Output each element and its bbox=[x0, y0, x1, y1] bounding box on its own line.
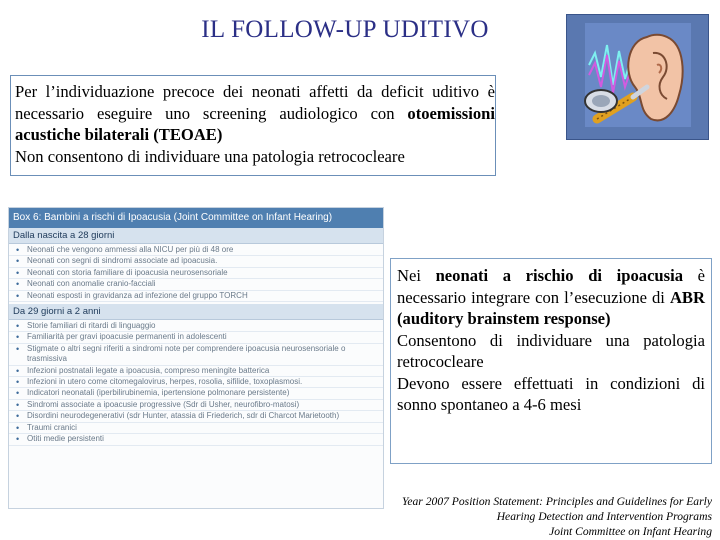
abr-bold-test: ABR (auditory brainstem response) bbox=[397, 287, 705, 328]
list-item: • Disordini neurodegenerativi (sdr Hunter, atassia di Friederich, sdr di Charcot Marietooth) bbox=[9, 411, 383, 422]
list-item: • Otiti medie persistenti bbox=[9, 434, 383, 445]
citation-line: Hearing Detection and Intervention Programs bbox=[496, 510, 712, 523]
risk-factors-table bbox=[8, 207, 384, 509]
list-item: • Stigmate o altri segni riferiti a sindromi note per comprendere ipoacusia neurosensoriale o trasmissiva bbox=[9, 344, 383, 366]
abr-paragraph bbox=[397, 265, 705, 330]
list-item: • Storie familiari di ritardi di linguaggio bbox=[9, 321, 383, 332]
citation-line: Joint Committee on Infant Hearing bbox=[549, 525, 712, 538]
intro-box bbox=[10, 75, 496, 176]
list-item: • Infezioni in utero come citomegalovirus, herpes, rosolia, sifilide, toxoplasmosi. bbox=[9, 377, 383, 388]
table-title: Box 6: Bambini a rischi di Ipoacusia (Joint Committee on Infant Hearing) bbox=[9, 208, 383, 228]
intro-bold-text: otoemissioni acustiche bilaterali (TEOAE) bbox=[15, 103, 495, 144]
abr-text-post: è necessario integrare con l’esecuzione di bbox=[397, 266, 706, 307]
ear-with-otoscope-icon bbox=[566, 14, 709, 140]
abr-retrocochlear-note: Consentono di individuare una patologia retrococleare bbox=[397, 330, 705, 371]
list-item: • Familiarità per gravi ipoacusie permanenti in adolescenti bbox=[9, 332, 383, 343]
citation bbox=[372, 494, 712, 539]
table-section-29-days-to-2-years: Da 29 giorni a 2 anni bbox=[9, 304, 383, 320]
list-item: • Infezioni postnatali legate a ipoacusia, compreso meningite batterica bbox=[9, 366, 383, 377]
table-section-birth-to-28-days: Dalla nascita a 28 giorni bbox=[9, 228, 383, 244]
citation-line: Year 2007 Position Statement: Principles and Guidelines for Early bbox=[401, 495, 712, 508]
page-title: IL FOLLOW-UP UDITIVO bbox=[201, 16, 489, 43]
table-list-2 bbox=[9, 320, 383, 447]
list-item: • Neonati con anomalie cranio-facciali bbox=[9, 279, 383, 290]
abr-timing-note: Devono essere effettuati in condizioni di sonno spontaneo a 4-6 mesi bbox=[397, 373, 705, 414]
list-item: • Indicatori neonatali (iperbilirubinemia, ipertensione polmonare persistente) bbox=[9, 388, 383, 399]
abr-text-pre: Nei bbox=[397, 266, 436, 285]
abr-info-box bbox=[390, 258, 712, 464]
intro-paragraph bbox=[15, 81, 495, 146]
list-item: • Sindromi associate a ipoacusie progressive (Sdr di Usher, neurofibro-matosi) bbox=[9, 400, 383, 411]
list-item: • Neonati esposti in gravidanza ad infezione del gruppo TORCH bbox=[9, 291, 383, 302]
list-item: • Neonati che vengono ammessi alla NICU per più di 48 ore bbox=[9, 245, 383, 256]
table-list-1 bbox=[9, 244, 383, 304]
list-item: • Neonati con segni di sindromi associate ad ipoacusia. bbox=[9, 256, 383, 267]
intro-text: Per l’individuazione precoce dei neonati affetti da deficit uditivo è necessario eseguire uno screening audiologico con bbox=[15, 82, 495, 123]
intro-note: Non consentono di individuare una patologia retrococleare bbox=[15, 146, 405, 166]
list-item: • Neonati con storia familiare di ipoacusia neurosensoriale bbox=[9, 268, 383, 279]
abr-bold-risk: neonati a rischio di ipoacusia bbox=[435, 266, 684, 285]
list-item: • Traumi cranici bbox=[9, 423, 383, 434]
